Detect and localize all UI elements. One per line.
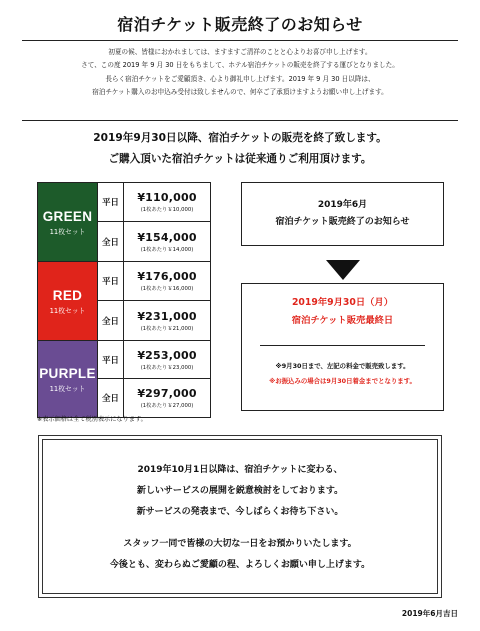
price-row — [97, 379, 210, 417]
page-title: 宿泊チケット販売終了のお知らせ — [117, 15, 363, 34]
plan-badge-red — [38, 262, 97, 340]
price-cell — [124, 379, 210, 417]
plan-name: RED — [52, 287, 83, 303]
price-total: ¥253,000 — [137, 348, 197, 362]
price-cell — [124, 183, 210, 221]
price-row — [97, 341, 210, 379]
price-row — [97, 262, 210, 301]
price-total: ¥110,000 — [137, 191, 197, 204]
announcement-line: ご購入頂いた宿泊チケットは従来通りご利用頂けます。 — [108, 153, 372, 165]
intro-line: 長らく宿泊チケットをご愛顧頂き、心より御礼申し上げます。2019 年 9 月 30 日以降は、 — [105, 74, 375, 83]
price-cell — [124, 301, 210, 340]
price-per-ticket: (1枚あたり￥16,000) — [140, 286, 194, 292]
intro-line: さて、この度 2019 年 9 月 30 日をもちまして、ホテル宿泊チケットの販売を終了する運びとなりました。 — [81, 61, 399, 70]
tax-note: ※表示価格は全て税別表示になります。 — [37, 416, 147, 423]
price-total: ¥154,000 — [137, 230, 197, 244]
intro-line: 宿泊チケット購入のお申込み受付は致しませんので、何卒ご了承頂けますようお願い申し上げます。 — [92, 87, 388, 96]
plan-count: 11枚セット — [49, 227, 86, 236]
price-cell — [124, 341, 210, 378]
end-date-label: 宿泊チケット販売最終日 — [291, 315, 394, 326]
price-row — [97, 301, 210, 340]
price-total: ¥297,000 — [137, 387, 197, 400]
day-type: 全日 — [98, 222, 124, 261]
end-date-notes — [242, 359, 443, 389]
day-type: 平日 — [98, 341, 124, 378]
price-row — [97, 222, 210, 261]
end-date-heading — [242, 294, 443, 330]
transfer-note: ※お振込みの場合は9月30日着金までとなります。 — [269, 377, 416, 385]
intro-line: 初夏の候、皆様におかれましては、ますますご清祥のことと心よりお喜び申し上げます。 — [108, 48, 372, 56]
plan-count: 11枚セット — [49, 384, 86, 393]
plan-red — [37, 261, 211, 341]
sales-note: ※9月30日まで、左記の料金で販売致します。 — [275, 362, 410, 370]
divider-top — [22, 40, 458, 41]
issue-date: 2019年6月吉日 — [401, 609, 458, 618]
plan-badge-purple — [38, 341, 97, 417]
day-type: 平日 — [98, 183, 124, 221]
end-date: 2019年9月30日（月） — [291, 297, 394, 308]
closing-line: 今後とも、変わらぬご愛顧の程、よろしくお願い申し上げます。 — [109, 560, 371, 570]
announcement — [0, 128, 480, 170]
announcement-line: 2019年9月30日以降、宿泊チケットの販売を終了致します。 — [93, 132, 387, 144]
price-total: ¥231,000 — [137, 309, 197, 323]
notice-date: 2019年6月 — [317, 200, 368, 210]
plan-name: GREEN — [42, 208, 93, 224]
plan-count: 11枚セット — [49, 306, 86, 315]
notice-box — [241, 182, 444, 246]
price-per-ticket: (1枚あたり￥23,000) — [140, 364, 194, 371]
plan-purple — [37, 340, 211, 418]
plan-badge-green — [38, 183, 97, 261]
price-per-ticket: (1枚あたり￥21,000) — [140, 325, 194, 332]
intro-text — [22, 46, 458, 99]
day-type: 全日 — [98, 301, 124, 340]
price-cell — [124, 222, 210, 261]
divider-middle — [22, 120, 458, 121]
price-total: ¥176,000 — [137, 270, 197, 283]
plan-green — [37, 182, 211, 262]
notice-title: 宿泊チケット販売終了のお知らせ — [275, 217, 410, 227]
price-per-ticket: (1枚あたり￥14,000) — [140, 246, 194, 253]
day-type: 平日 — [98, 262, 124, 300]
end-date-box — [241, 283, 444, 411]
closing-line: 新サービスの発表まで、今しばらくお待ち下さい。 — [136, 507, 344, 517]
price-per-ticket: (1枚あたり￥10,000) — [140, 207, 194, 213]
paragraph-gap — [42, 523, 438, 534]
closing-line: 2019年10月1日以降は、宿泊チケットに変わる、 — [137, 465, 343, 475]
box-divider — [260, 345, 425, 346]
down-arrow-icon — [326, 260, 360, 280]
closing-message — [42, 460, 438, 576]
plan-name: PURPLE — [39, 365, 96, 381]
price-cell — [124, 262, 210, 300]
price-row — [97, 183, 210, 222]
price-per-ticket: (1枚あたり￥27,000) — [140, 403, 194, 409]
closing-line: 新しいサービスの展開を鋭意検討をしております。 — [136, 486, 344, 496]
day-type: 全日 — [98, 379, 124, 417]
closing-line: スタッフ一同で皆様の大切な一日をお預かりいたします。 — [123, 539, 357, 549]
